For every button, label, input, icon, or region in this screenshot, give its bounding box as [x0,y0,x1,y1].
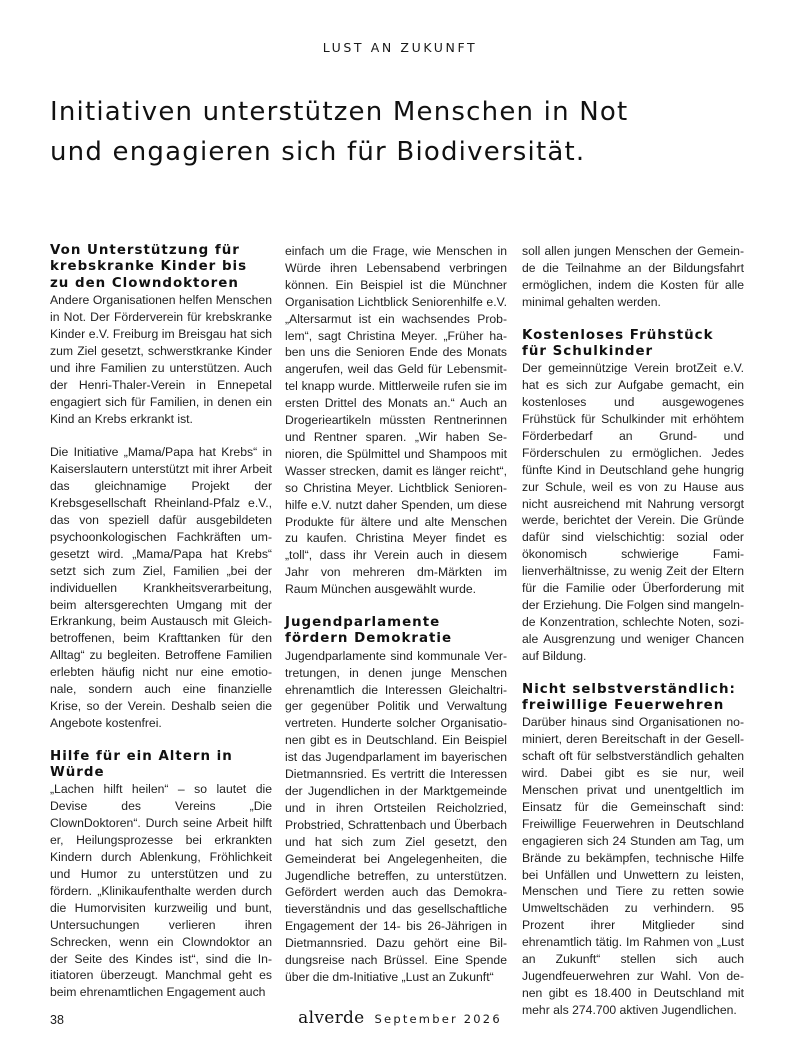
paragraph: soll allen jungen Menschen der Gemeinde die Teilnahme an der Bildungsfahrt ermöglichen, indem die Kosten für alle minimal gehalten werden. [522,244,744,309]
subheading-jugendparlamente: Jugendparlamente fördern Demokratie [285,614,453,647]
footer-brand [0,1008,800,1028]
headline-line-1: Initiativen unterstützen Menschen in Not [50,97,629,127]
paragraph: Darüber hinaus sind Organisationen nominiert, deren Bereitschaft in der Gesellschaft oft für selbstverständlich gehalten wird. Dabei gibt es sie nur, weil Menschen privat und unentgeltlich im Einsatz für die Gemeinschaft sind: Freiwillige Feuerwehren in Deutschland engagieren sich 24 Stunden am Tag, um Brände zu bekämpfen, technische Hilfe bei Unfällen und Unwettern zu leisten, Menschen und Tiere zu retten sowie Umweltschäden zu verhindern. 95 Prozent ihrer Mitglieder sind ehrenamtlich tätig. Im Rahmen von „Lust an Zukunft“ stellen sich auch Jugendfeuerwehren zur Wahl. Von denen gibt es 18.400 in Deutschland mit mehr als 274.700 aktiven Jugendlichen. [522,715,744,1017]
subheading-altern-in-wuerde: Hilfe für ein Altern in Würde [50,748,233,781]
paragraph: „Lachen hilft heilen“ – so lautet die Devise des Vereins „Die ClownDoktoren“. Durch seine Arbeit hilft er, Heilungsprozesse bei erkrankten Kindern durch Ablenkung, Fröhlichkeit und Humor zu unterstützen und zu fördern. „Klinikaufenthalte werden durch die Humorvisiten kurzweilig und bunt, Untersuchungen verlieren ihren Schrecken, wenn ein Clowndoktor an der Seite des Kindes ist“, sind die Initiatoren überzeugt. Manchmal geht es beim ehrenamtlichen Engagement auch [50,782,272,1000]
brand-logo: alverde [298,1008,365,1028]
paragraph: Andere Organisationen helfen Menschen in Not. Der Förderverein für krebskranke Kinder e.V. Freiburg im Breisgau hat sich zum Ziel gesetzt, schwerstkranke Kinder und ihre Familien zu unterstützen. Auch der Henri-Thaler-Verein in Ennepetal engagiert sich für Familien, in denen ein Kind an Krebs erkrankt ist. [50,293,272,426]
headline [50,92,750,172]
subheading-fruehstueck: Kostenloses Frühstück für Schulkinder [522,327,714,359]
article-column-2 [285,243,507,986]
subheading-krebskranke-kinder: Von Unterstützung für krebskranke Kinder bis zu den Clowndoktoren [50,243,248,291]
headline-line-2: und engagieren sich für Biodiversität. [50,137,586,167]
page-number: 38 [50,1013,64,1027]
subheading-feuerwehren: Nicht selbstverständlich: freiwillige Feuerwehren [522,681,736,713]
article-column-3 [522,243,744,1019]
paragraph: Die Initiative „Mama/Papa hat Krebs“ in Kaiserslautern unterstützt mit ihrer Arbeit das gleichnamige Projekt der Krebsgesellschaft Rheinland-Pfalz e.V., das von speziell dafür ausgebildeten psychoonkologischen Fachkräften umgesetzt wird. „Mama/Papa hat Krebs“ setzt sich zum Ziel, Familien „bei der individuellen Krankheitsverarbeitung, beim altersgerechten Umgang mit der Erkrankung, beim Austausch mit Gleichbetroffenen, beim Krafttanken für den Alltag“ zu begleiten. Betroffene Familien erlebten häufig nicht nur eine emotionale, sondern auch eine finanzielle Krise, so der Verein. Deshalb seien die Angebote kostenfrei. [50,445,272,730]
paragraph: Der gemeinnützige Verein brotZeit e.V. hat es sich zur Aufgabe gemacht, ein kostenloses und ausgewogenes Frühstück für Schulkinder mit erhöhtem Förderbedarf an Grund- und Förderschulen zu ermöglichen. Jedes fünfte Kind in Deutschland gehe hungrig zur Schule, weil es von zu Hause aus nicht ausreichend mit Nahrung versorgt werde, berichtet der Verein. Die Gründe dafür sind vielschichtig: sozial oder ökonomisch schwierige Familienverhältnisse, zu wenig Zeit der Eltern für die Familie oder Überforderung mit der Erziehung. Die Folgen sind mangelnde Konzentration, schlechte Noten, soziale Ausgrenzung und weniger Chancen auf Bildung. [522,361,744,663]
issue-date: September 2026 [374,1012,502,1026]
paragraph: einfach um die Frage, wie Menschen in Würde ihren Lebensabend verbringen können. Ein Beispiel ist die Münchner Organisation Lichtblick Seniorenhilfe e.V. „Altersarmut ist ein wachsendes Problem“, sagt Christina Meyer. „Früher haben uns die Senioren Ende des Monats angerufen, weil das Geld für Lebensmittel knapp wurde. Mittlerweile rufen sie im ersten Drittel des Monats an.“ Auch an Drogerieartikeln müssten Rentnerinnen und Rentner sparen. „Wir haben Senioren, die Spülmittel und Shampoos mit Wasser strecken, damit es länger reicht“, so Christina Meyer. Lichtblick Seniorenhilfe e.V. nutzt daher Spenden, um diese Produkte für ältere und alte Menschen zu kaufen. Christina Meyer findet es „toll“, dass ihr Verein auch in diesem Jahr von mehreren dm-Märkten im Raum München ausgewählt wurde. [285,244,507,597]
article-column-1 [50,243,272,1001]
paragraph: Jugendparlamente sind kommunale Vertretungen, in denen junge Menschen ehrenamtlich die Interessen Gleichaltriger gegenüber Politik und Verwaltung vertreten. Hunderte solcher Organisationen gibt es in Deutschland. Ein Beispiel ist das Jugendparlament im bayerischen Dietmannsried. Es vertritt die Interessen der Jugendlichen in der Marktgemeinde und in ihren Ortsteilen Reicholzried, Probstried, Schrattenbach und Überbach und hat sich zum Ziel gesetzt, den Gemeinderat bei Angelegenheiten, die Jugendliche betreffen, zu unterstützen. Gefördert werden auch das Demokratieverständnis und das gesellschaftliche Engagement der 14- bis 26-Jährigen in Dietmannsried. Dazu gehört eine Bildungsreise nach Brüssel. Eine Spende über die dm-Initiative „Lust an Zukunft“ [285,648,507,984]
section-label: LUST AN ZUKUNFT [322,40,478,55]
